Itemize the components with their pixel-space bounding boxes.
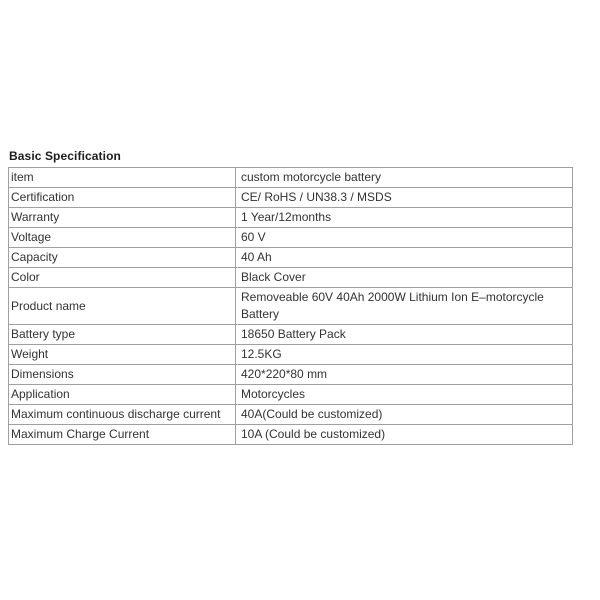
table-row bbox=[9, 228, 573, 248]
spec-value-cell: Removeable 60V 40Ah 2000W Lithium Ion E–motorcycle Battery bbox=[236, 288, 573, 325]
table-row bbox=[9, 325, 573, 345]
spec-value-cell: CE/ RoHS / UN38.3 / MSDS bbox=[236, 188, 573, 208]
spec-label-cell: Application bbox=[9, 385, 236, 405]
table-row bbox=[9, 168, 573, 188]
spec-table-body bbox=[9, 168, 573, 445]
spec-value-cell: custom motorcycle battery bbox=[236, 168, 573, 188]
spec-value-cell: Motorcycles bbox=[236, 385, 573, 405]
spec-label-cell: Warranty bbox=[9, 208, 236, 228]
spec-value-cell: 1 Year/12months bbox=[236, 208, 573, 228]
table-row bbox=[9, 345, 573, 365]
spec-value-cell: 18650 Battery Pack bbox=[236, 325, 573, 345]
table-row bbox=[9, 288, 573, 325]
table-row bbox=[9, 268, 573, 288]
spec-value-cell: 12.5KG bbox=[236, 345, 573, 365]
section-heading: Basic Specification bbox=[9, 149, 121, 163]
spec-table bbox=[8, 167, 573, 445]
table-row bbox=[9, 425, 573, 445]
spec-value-cell: 420*220*80 mm bbox=[236, 365, 573, 385]
spec-label-cell: Capacity bbox=[9, 248, 236, 268]
spec-label-cell: Dimensions bbox=[9, 365, 236, 385]
table-row bbox=[9, 208, 573, 228]
spec-value-cell: Black Cover bbox=[236, 268, 573, 288]
spec-label-cell: Maximum Charge Current bbox=[9, 425, 236, 445]
spec-value-cell: 40 Ah bbox=[236, 248, 573, 268]
spec-label-cell: Maximum continuous discharge current bbox=[9, 405, 236, 425]
spec-label-cell: Weight bbox=[9, 345, 236, 365]
spec-label-cell: Voltage bbox=[9, 228, 236, 248]
table-row bbox=[9, 405, 573, 425]
table-row bbox=[9, 385, 573, 405]
spec-value-cell: 40A(Could be customized) bbox=[236, 405, 573, 425]
spec-label-cell: item bbox=[9, 168, 236, 188]
spec-label-cell: Product name bbox=[9, 288, 236, 325]
spec-value-cell: 60 V bbox=[236, 228, 573, 248]
spec-label-cell: Battery type bbox=[9, 325, 236, 345]
spec-label-cell: Color bbox=[9, 268, 236, 288]
table-row bbox=[9, 365, 573, 385]
table-row bbox=[9, 248, 573, 268]
spec-value-cell: 10A (Could be customized) bbox=[236, 425, 573, 445]
table-row bbox=[9, 188, 573, 208]
spec-label-cell: Certification bbox=[9, 188, 236, 208]
